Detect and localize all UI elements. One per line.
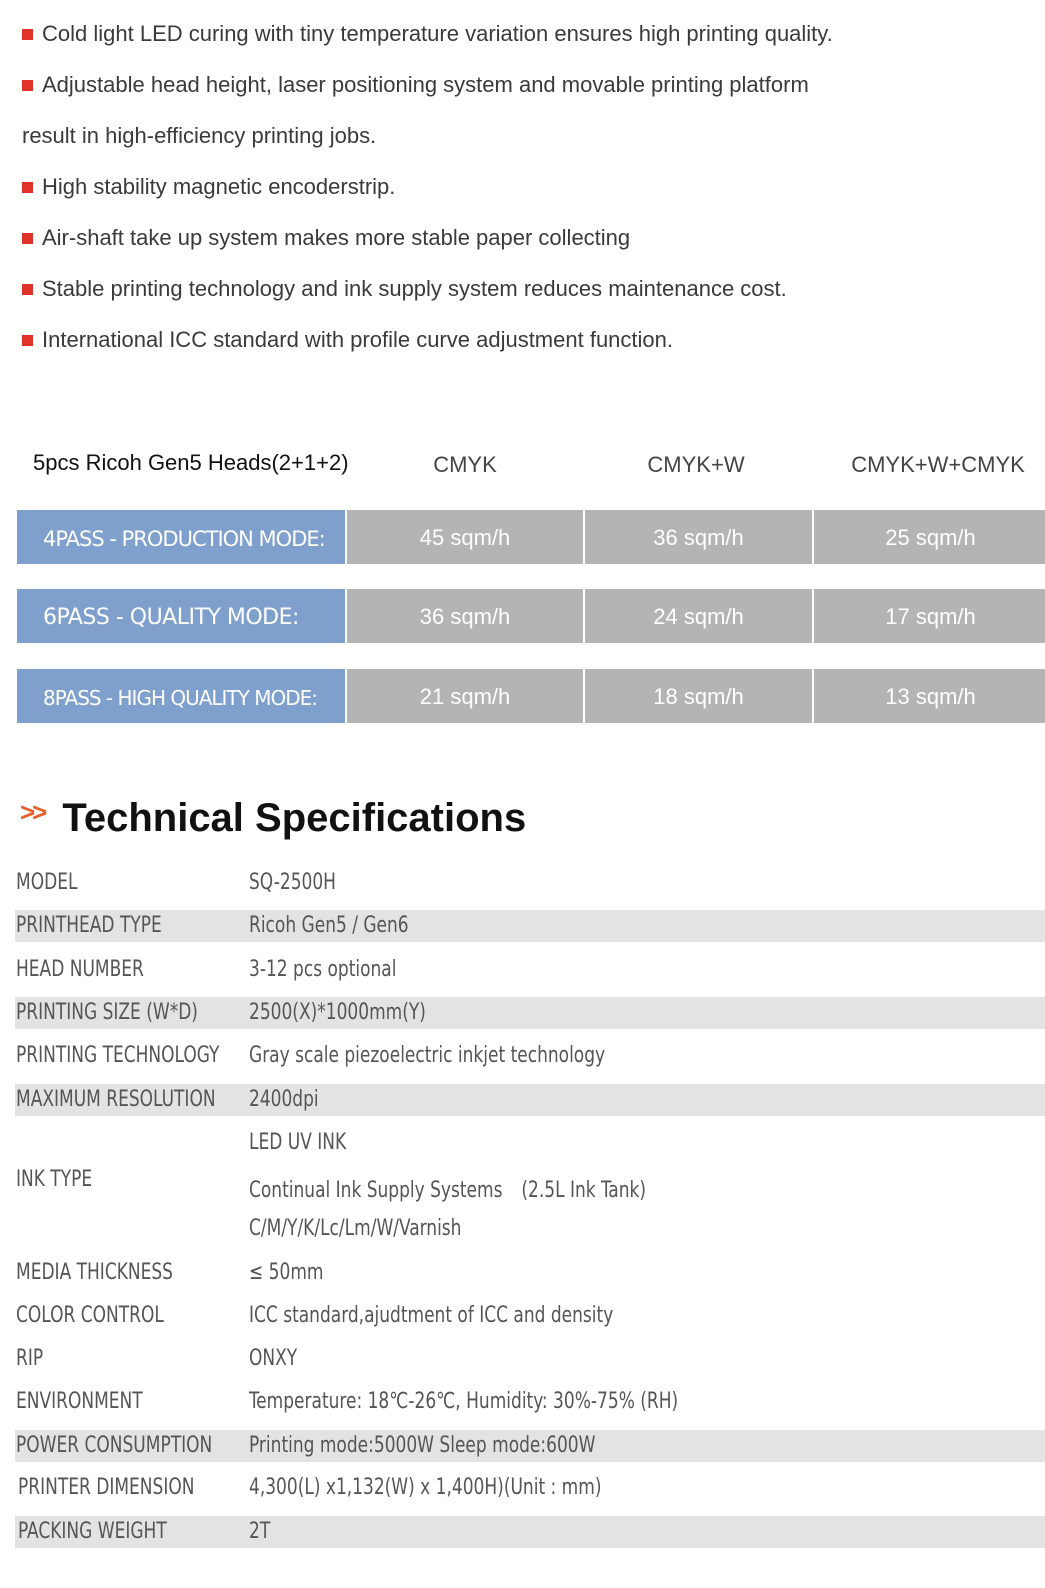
- column-header-cmyk-w: CMYK+W: [647, 452, 745, 477]
- feature-list: [22, 14, 1032, 371]
- spec-value: 4,300(L) x1,132(W) x 1,400H)(Unit : mm): [249, 1475, 602, 1500]
- speed-table-header: [0, 444, 1045, 484]
- spec-value: 2T: [249, 1519, 271, 1544]
- spec-row-packing-weight: [15, 1516, 1045, 1548]
- section-heading: [20, 796, 526, 841]
- speed-cell: 17 sqm/h: [814, 589, 1045, 643]
- feature-text: result in high-efficiency printing jobs.: [22, 123, 377, 148]
- spec-label: RIP: [16, 1346, 44, 1371]
- spec-label: PACKING WEIGHT: [18, 1519, 167, 1544]
- spec-row-printhead-type: [15, 910, 1045, 942]
- column-header-cmyk: CMYK: [433, 452, 497, 477]
- spec-value: 2400dpi: [249, 1087, 319, 1112]
- spec-label: HEAD NUMBER: [16, 957, 144, 982]
- spec-label: ENVIRONMENT: [16, 1389, 143, 1414]
- square-bullet-icon: [22, 80, 33, 91]
- spec-value: ICC standard,ajudtment of ICC and density: [249, 1303, 614, 1328]
- spec-row-power-consumption: [15, 1430, 1045, 1462]
- spec-label: PRINTING SIZE (W*D): [16, 1000, 198, 1025]
- spec-value: Continual Ink Supply Systems (2.5L Ink Tank): [249, 1178, 647, 1203]
- speed-cell: 18 sqm/h: [585, 669, 812, 723]
- speed-cell: 13 sqm/h: [814, 669, 1045, 723]
- spec-row-rip: [15, 1343, 1045, 1377]
- spec-label: MAXIMUM RESOLUTION: [16, 1087, 216, 1112]
- spec-value: 3-12 pcs optional: [249, 957, 397, 982]
- spec-value: 2500(X)*1000mm(Y): [249, 1000, 426, 1025]
- spec-value: Temperature: 18℃-26℃, Humidity: 30%-75% (RH): [249, 1389, 679, 1414]
- feature-text: Adjustable head height, laser positioning system and movable printing platform: [42, 72, 809, 97]
- spec-row-head-number: [15, 954, 1045, 988]
- square-bullet-icon: [22, 29, 33, 40]
- spec-value: ≤ 50mm: [249, 1260, 324, 1285]
- feature-item: [22, 269, 1032, 320]
- speed-cell: 24 sqm/h: [585, 589, 812, 643]
- speed-cell: 21 sqm/h: [347, 669, 583, 723]
- spec-row-media-thickness: [15, 1257, 1045, 1291]
- spec-value: SQ-2500H: [249, 870, 336, 895]
- spec-row-color-control: [15, 1300, 1045, 1334]
- spec-label: MEDIA THICKNESS: [16, 1260, 173, 1285]
- spec-row-printing-size: [15, 997, 1045, 1029]
- feature-text: Air-shaft take up system makes more stable paper collecting: [42, 225, 631, 250]
- feature-item: [22, 14, 1032, 65]
- spec-value: Printing mode:5000W Sleep mode:600W: [249, 1433, 596, 1458]
- feature-item: [22, 218, 1032, 269]
- speed-cell: 45 sqm/h: [347, 510, 583, 564]
- spec-value: C/M/Y/K/Lc/Lm/W/Varnish: [249, 1216, 462, 1241]
- feature-item: [22, 167, 1032, 218]
- spec-row-maximum-resolution: [15, 1084, 1045, 1116]
- speed-cell: 36 sqm/h: [585, 510, 812, 564]
- spec-row-printer-dimension: [15, 1472, 1045, 1506]
- square-bullet-icon: [22, 335, 33, 346]
- heads-config-label: 5pcs Ricoh Gen5 Heads(2+1+2): [33, 450, 349, 475]
- spec-label: PRINTHEAD TYPE: [16, 913, 162, 938]
- feature-text: Cold light LED curing with tiny temperature variation ensures high printing quality.: [42, 21, 833, 46]
- spec-label: POWER CONSUMPTION: [16, 1433, 213, 1458]
- spec-row-environment: [15, 1386, 1045, 1420]
- square-bullet-icon: [22, 182, 33, 193]
- spec-value: Gray scale piezoelectric inkjet technology: [249, 1043, 606, 1068]
- spec-row-model: [15, 866, 1045, 900]
- speed-cell: 25 sqm/h: [814, 510, 1045, 564]
- spec-value: ONXY: [249, 1346, 298, 1371]
- double-chevron-icon: >>: [20, 797, 45, 827]
- spec-label: PRINTER DIMENSION: [18, 1475, 195, 1500]
- square-bullet-icon: [22, 233, 33, 244]
- spec-label: PRINTING TECHNOLOGY: [16, 1043, 220, 1068]
- spec-value: Ricoh Gen5 / Gen6: [249, 913, 409, 938]
- feature-item: [22, 65, 1032, 116]
- spec-row-printing-technology: [15, 1040, 1045, 1074]
- feature-item: [22, 320, 1032, 371]
- section-title: Technical Specifications: [62, 796, 527, 840]
- speed-cell: 36 sqm/h: [347, 589, 583, 643]
- feature-text: International ICC standard with profile curve adjustment function.: [42, 327, 673, 352]
- spec-label: MODEL: [16, 870, 78, 895]
- spec-row-ink-type: [15, 1126, 1045, 1248]
- feature-item-continuation: [22, 116, 1032, 167]
- spec-value: LED UV INK: [249, 1130, 347, 1155]
- feature-text: Stable printing technology and ink supply system reduces maintenance cost.: [42, 276, 787, 301]
- mode-label: 8PASS - HIGH QUALITY MODE:: [17, 669, 345, 723]
- spec-label: INK TYPE: [16, 1167, 93, 1192]
- column-header-cmyk-w-cmyk: CMYK+W+CMYK: [851, 452, 1025, 477]
- spec-label: COLOR CONTROL: [16, 1303, 164, 1328]
- mode-label: 4PASS - PRODUCTION MODE:: [17, 510, 345, 564]
- mode-label: 6PASS - QUALITY MODE:: [17, 589, 345, 643]
- square-bullet-icon: [22, 284, 33, 295]
- feature-text: High stability magnetic encoderstrip.: [42, 174, 396, 199]
